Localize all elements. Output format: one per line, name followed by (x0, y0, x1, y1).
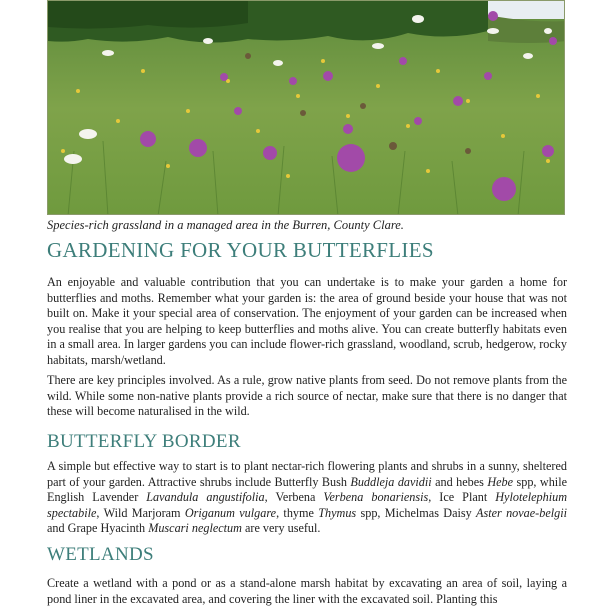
paragraph-principles: There are key principles involved. As a rule, grow native plants from seed. Do not remove plants from the wild. While some non-native plants provide a rich source of nectar, make sure that there is no danger that these will become naturalised in the wild. (47, 373, 567, 419)
species-name: Hylotelephium spectabile (47, 490, 568, 520)
species-name: Muscari neglectum (148, 521, 242, 536)
species-name: Origanum vulgare (184, 505, 277, 520)
species-name: Aster novae-belgii (476, 505, 567, 520)
species-name: Buddleja davidii (350, 474, 432, 489)
paragraph-wetlands: Create a wetland with a pond or as a stand-alone marsh habitat by excavating an area of soil, laying a pond liner in the excavated area, and covering the liner with the excavated soil. Planting this (47, 576, 567, 606)
heading-wetlands: WETLANDS (47, 544, 154, 565)
species-name: Lavandula angustifolia (146, 490, 265, 505)
paragraph-intro: An enjoyable and valuable contribution that you can undertake is to make your garden a home for butterflies and moths. Remember what your garden is: the area of ground beside your house that was not built on. Make it your special area of conservation. The enjoyment of your garden can be increased when you realise that you are helping to keep butterflies and moths alive. You can create butterfly habitats even in a small area. In larger gardens you can include flower-rich grassland, woodland, scrub, hedgerow, rocky habitats, marsh/wetland. (47, 275, 567, 367)
species-name: Verbena bonariensis (323, 490, 429, 505)
meadow-photo (47, 0, 565, 215)
heading-gardening: GARDENING FOR YOUR BUTTERFLIES (47, 238, 434, 262)
species-name: Thymus (318, 505, 357, 520)
species-name: Hebe (487, 474, 514, 489)
photo-caption: Species-rich grassland in a managed area in the Burren, County Clare. (47, 218, 404, 232)
paragraph-border: A simple but effective way to start is to plant nectar-rich flowering plants and shrubs in a sunny, sheltered part of your garden. Attractive shrubs include Butterfly Bush Buddleja davidii and hebes Hebe spp, while English Lavender Lavandula angustifolia, Verbena Verbena bonariensis, Ice Plant Hylotelephium spectabile, Wild Marjoram Origanum vulgare, thyme Thymus spp, Michelmas Daisy Aster novae-belgii and Grape Hyacinth Muscari neglectum are very useful. (47, 459, 568, 536)
heading-butterfly-border: BUTTERFLY BORDER (47, 431, 241, 452)
